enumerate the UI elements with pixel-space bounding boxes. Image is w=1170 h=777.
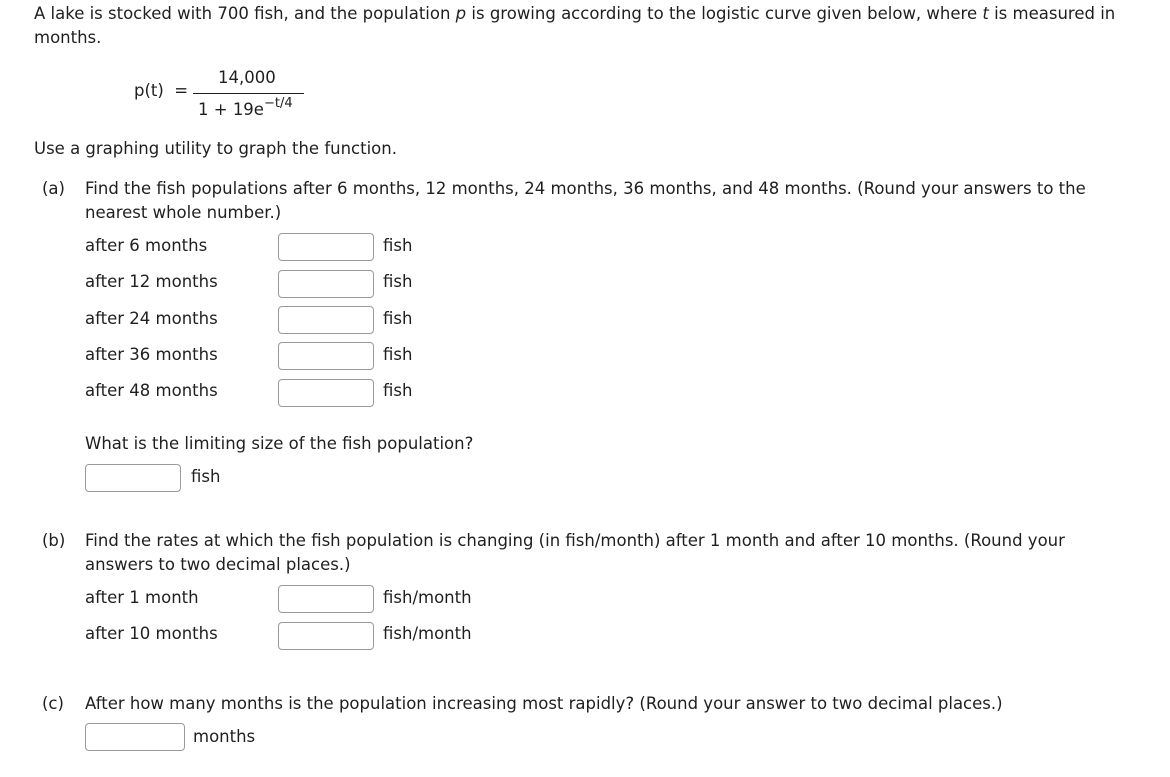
part-a-row-label: after 36 months <box>85 345 218 364</box>
part-a-question-line2: nearest whole number.) <box>85 203 282 222</box>
part-a-row-label: after 48 months <box>85 381 218 400</box>
part-b-label: (b) <box>42 531 66 550</box>
part-c-label: (c) <box>42 694 64 713</box>
formula-lhs: p(t) = <box>134 81 189 100</box>
var-t: t <box>982 4 989 23</box>
unit-label: fish <box>191 467 221 486</box>
part-b-question-line2: answers to two decimal places.) <box>85 555 351 574</box>
problem-intro-line2: months. <box>34 28 102 47</box>
formula-numerator: 14,000 <box>218 68 276 87</box>
unit-label: fish/month <box>383 624 472 643</box>
unit-label: fish <box>383 381 413 400</box>
unit-label: fish <box>383 309 413 328</box>
part-a-row-label: after 24 months <box>85 309 218 328</box>
part-b-row-label: after 10 months <box>85 624 218 643</box>
unit-label: fish <box>383 345 413 364</box>
intro-text-a: A lake is stocked with 700 fish, and the population <box>34 4 456 23</box>
limit-question: What is the limiting size of the fish population? <box>85 434 474 453</box>
unit-label: fish/month <box>383 588 472 607</box>
graphing-statement: Use a graphing utility to graph the function. <box>34 139 397 158</box>
answer-input-48-months[interactable] <box>278 379 374 407</box>
answer-input-12-months[interactable] <box>278 270 374 298</box>
problem-intro-line1 <box>34 4 1115 23</box>
answer-input-most-rapid-month[interactable] <box>85 723 185 751</box>
denominator-base: 1 + 19e <box>198 100 264 119</box>
var-p: p <box>455 4 467 23</box>
denominator-exponent: −t/4 <box>263 96 293 111</box>
intro-text-c: is measured in <box>988 4 1116 23</box>
part-b-row-label: after 1 month <box>85 588 199 607</box>
part-a-row-label: after 6 months <box>85 236 208 255</box>
answer-input-36-months[interactable] <box>278 342 374 370</box>
fraction-bar <box>193 93 304 94</box>
answer-input-rate-1-month[interactable] <box>278 585 374 613</box>
part-a-row-label: after 12 months <box>85 272 218 291</box>
unit-label: months <box>193 727 256 746</box>
unit-label: fish <box>383 272 413 291</box>
answer-input-limiting-size[interactable] <box>85 464 181 492</box>
answer-input-24-months[interactable] <box>278 306 374 334</box>
unit-label: fish <box>383 236 413 255</box>
part-a-label: (a) <box>42 179 65 198</box>
part-a-question-line1: Find the fish populations after 6 months, 12 months, 24 months, 36 months, and 48 months. (Round your answers to the <box>85 179 1086 198</box>
part-b-question-line1: Find the rates at which the fish population is changing (in fish/month) after 1 month and after 10 months. (Round your <box>85 531 1065 550</box>
answer-input-6-months[interactable] <box>278 233 374 261</box>
formula-denominator <box>198 96 293 119</box>
part-c-question: After how many months is the population increasing most rapidly? (Round your answer to two decimal places.) <box>85 694 1003 713</box>
answer-input-rate-10-months[interactable] <box>278 622 374 650</box>
intro-text-b: is growing according to the logistic curve given below, where <box>466 4 983 23</box>
